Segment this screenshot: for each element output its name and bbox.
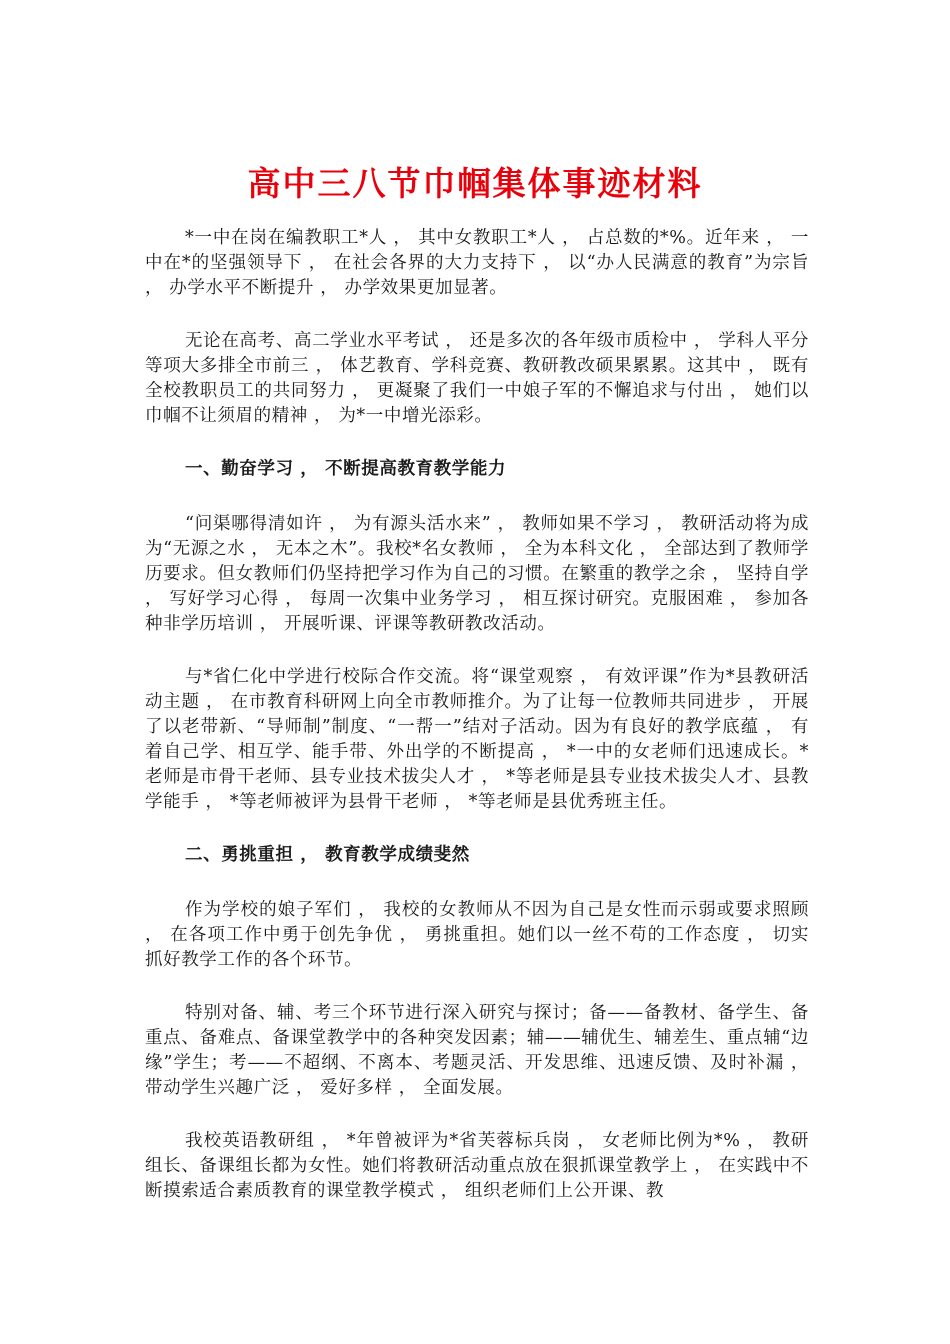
paragraph-section2-3: 我校英语教研组 ， *年曾被评为*省芙蓉标兵岗 ， 女老师比例为*% ， 教研组长、备课组长都为女性。她们将教研活动重点放在狠抓课堂教学上 ， 在实践中不断摸索适合素质教育的课堂教学模式 ， 组织老师们上公开课、教 [145,1131,809,1201]
document-title: 高中三八节巾帼集体事迹材料 [247,164,703,203]
paragraph-section1-1: “问渠哪得清如许 ， 为有源头活水来” ， 教师如果不学习 ， 教研活动将为成为“无源之水 ， 无本之木”。我校*名女教师 ， 全为本科文化 ， 全部达到了教师学历要求。但女教师们仍坚持把学习作为自己的习惯。在繁重的教学之余 ， 坚持自学 ， 写好学习心得 ， 每周一次集中业务学习 ， 相互探讨研究。克服困难 ， 参加各种非学历培训 ， 开展听课、评课等教研教改活动。 [145,514,809,634]
document-body [145,226,809,1232]
paragraph-section2-1: 作为学校的娘子军们 ， 我校的女教师从不因为自己是女性而示弱或要求照顾 ， 在各项工作中勇于创先争优 ， 勇挑重担。她们以一丝不苟的工作态度 ， 切实抓好教学工作的各个环节。 [145,900,809,970]
paragraph-achievements: 无论在高考、高二学业水平考试 ， 还是多次的各年级市质检中 ， 学科人平分等项大多排全市前三 ， 体艺教育、学科竞赛、教研教改硕果累累。这其中 ， 既有全校教职员工的共同努力 ， 更凝聚了我们一中娘子军的不懈追求与付出 ， 她们以巾帼不让须眉的精神 ， 为*一中增光添彩。 [145,331,809,426]
section-heading-2: 二、勇挑重担 ， 教育教学成绩斐然 [185,845,470,865]
paragraph-section2-2: 特别对备、辅、考三个环节进行深入研究与探讨；备——备教材、备学生、备重点、备难点、备课堂教学中的各种突发因素；辅——辅优生、辅差生、重点辅“边缘”学生；考——不超纲、不离本、考题灵活、开发思维、迅速反馈、及时补漏 ， 带动学生兴趣广泛 ， 爱好多样 ， 全面发展。 [145,1003,809,1098]
paragraph-section1-2: 与*省仁化中学进行校际合作交流。将“课堂观察 ， 有效评课”作为*县教研活动主题 ， 在市教育科研网上向全市教师推介。为了让每一位教师共同进步 ， 开展了以老带新、“导师制”制度、“一帮一”结对子活动。因为有良好的教学底蕴 ， 有着自己学、相互学、能手带、外出学的不断提高 ， *一中的女老师们迅速成长。*老师是市骨干老师、县专业技术拔尖人才 ， *等老师是县专业技术拔尖人才、县教学能手 ， *等老师被评为县骨干老师 ， *等老师是县优秀班主任。 [145,667,809,812]
paragraph-intro: *一中在岗在编教职工*人 ， 其中女教职工*人 ， 占总数的*%。近年来 ， 一中在*的坚强领导下 ， 在社会各界的大力支持下 ， 以“办人民满意的教育”为宗旨 ， 办学水平不断提升 ， 办学效果更加显著。 [145,228,809,298]
section-heading-1: 一、勤奋学习 ， 不断提高教育教学能力 [185,459,507,479]
